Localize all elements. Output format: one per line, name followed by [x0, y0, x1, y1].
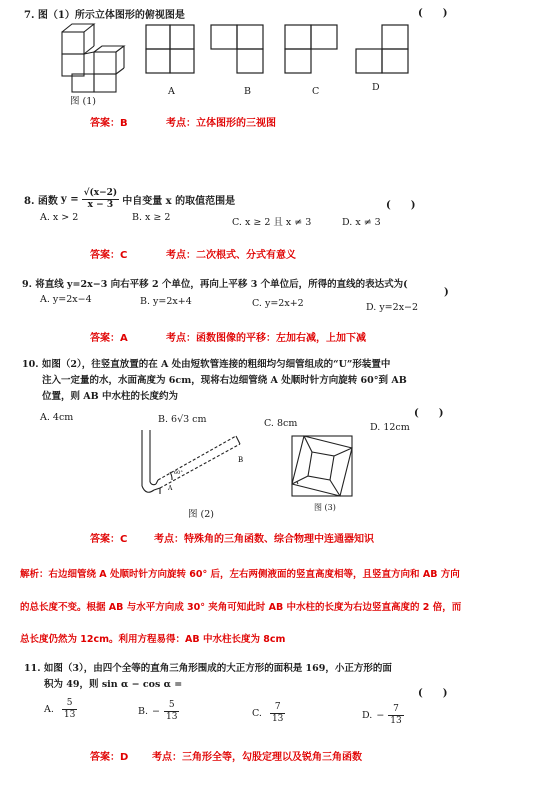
- q10-point: 考点：特殊角的三角函数、综合物理中连通器知识: [154, 534, 374, 545]
- q11-option-a-label: A.: [44, 704, 54, 715]
- q9-option-a: A. y=2x−4: [40, 294, 92, 305]
- q11-option-b: [138, 700, 179, 723]
- q7-option-a-figure: [145, 24, 195, 78]
- q8-option-d: D. x ≠ 3: [342, 217, 381, 228]
- q11-option-c-label: C.: [252, 708, 262, 719]
- q10-fig2-caption: 图 (2): [188, 509, 214, 520]
- q9-stem: 9. 将直线 y=2x−3 向右平移 2 个单位，再向上平移 3 个单位后，所得的直线的表达式为(: [22, 279, 408, 290]
- q11-option-c-den: 13: [271, 714, 284, 724]
- q10-figure-square: [290, 434, 356, 502]
- q9-answer: 答案：A: [90, 333, 128, 344]
- q10-analysis-line2: 的总长度不变。根据 AB 与水平方向成 30° 夹角可知此时 AB 中水柱的长度为右边竖直高度的 2 倍，而: [20, 602, 462, 613]
- q7-option-c-label: C: [312, 86, 320, 97]
- q10-analysis-line1: 解析：右边细管绕 A 处顺时针方向旋转 60° 后，左右两侧液面的竖直高度相等，且竖直方向和 AB 方向: [20, 569, 460, 580]
- q11-option-d-label: D.: [362, 710, 373, 721]
- q10-line2: 注入一定量的水，水面高度为 6cm，现将右边细管绕 A 处顺时针方向旋转 60°到 AB: [42, 375, 407, 386]
- q7-option-b-label: B: [244, 86, 251, 97]
- q11-option-d-num: 7: [388, 704, 403, 716]
- q7-figure-cubes: [58, 22, 128, 94]
- q9-option-d: D. y=2x−2: [366, 302, 419, 313]
- q8-stem-prefix: 8. 函数: [24, 196, 58, 207]
- q10-fig2-label-angle: 60°: [174, 470, 183, 476]
- q8-blank: ( ): [386, 200, 416, 211]
- q11-option-a-den: 13: [63, 710, 76, 720]
- q10-line3: 位置，则 AB 中水柱的长度约为: [42, 391, 179, 402]
- q10-option-c: C. 8cm: [264, 418, 298, 429]
- q9-point: 考点：函数图像的平移：左加右减，上加下减: [166, 333, 366, 344]
- q9-blank: ): [444, 287, 449, 298]
- q8-stem: [24, 188, 235, 211]
- q8-answer: 答案：C: [90, 250, 128, 261]
- q11-option-b-label: B.: [138, 706, 149, 717]
- q7-stem: 7. 图（1）所示立体图形的俯视图是: [24, 10, 185, 21]
- q9-option-b: B. y=2x+4: [140, 296, 192, 307]
- q7-option-c-figure: [284, 24, 340, 78]
- q8-fraction-num: √(x−2): [83, 188, 118, 198]
- q10-figure-u-tube: [130, 428, 270, 504]
- q9-option-c: C. y=2x+2: [252, 298, 304, 309]
- q11-point: 考点：三角形全等，勾股定理以及锐角三角函数: [152, 752, 362, 763]
- q8-fraction-den: x − 3: [87, 200, 114, 210]
- q10-line1: 10. 如图（2），往竖直放置的在 A 处由短软管连接的粗细均匀细管组成的“U”形装置中: [22, 359, 391, 370]
- q10-fig3-caption: 图 (3): [314, 503, 336, 512]
- q10-fig2-label-b: B: [238, 456, 244, 464]
- q8-option-c: C. x ≥ 2 且 x ≠ 3: [232, 217, 312, 228]
- q8-fraction: [82, 188, 120, 211]
- q11-blank: ( ): [418, 688, 448, 699]
- q7-option-d-label: D: [372, 82, 380, 93]
- q7-fig1-caption: 图 (1): [70, 96, 96, 107]
- q7-point: 考点：立体图形的三视图: [166, 118, 276, 129]
- q8-func-lhs: y =: [60, 194, 79, 205]
- q11-option-c-num: 7: [270, 702, 285, 714]
- q8-point: 考点：二次根式、分式有意义: [166, 250, 296, 261]
- q11-option-a-num: 5: [62, 698, 77, 710]
- q10-fig2-label-a: A: [168, 485, 173, 492]
- q7-option-b-figure: [210, 24, 266, 78]
- q8-option-b: B. x ≥ 2: [132, 212, 171, 223]
- q11-option-c: [252, 702, 285, 725]
- q11-option-b-sign: −: [152, 706, 160, 717]
- q11-option-a: [44, 698, 77, 721]
- q7-option-a-label: A: [168, 86, 175, 97]
- q8-stem-suffix: 中自变量 x 的取值范围是: [122, 196, 236, 207]
- q11-option-b-den: 13: [165, 712, 178, 722]
- q10-answer: 答案：C: [90, 534, 128, 545]
- q10-option-d: D. 12cm: [370, 422, 410, 433]
- q11-option-d: [362, 704, 404, 727]
- q10-option-b: B. 6√3 cm: [158, 414, 207, 425]
- q11-option-b-num: 5: [164, 700, 179, 712]
- q7-blank: ( ): [418, 8, 448, 19]
- q11-answer: 答案：D: [90, 752, 129, 763]
- q7-answer: 答案：B: [90, 118, 128, 129]
- q8-option-a: A. x > 2: [40, 212, 79, 223]
- q11-line2: 积为 49，则 sin α − cos α =: [44, 679, 183, 690]
- q7-option-d-figure: [355, 24, 411, 80]
- q10-option-a: A. 4cm: [40, 412, 74, 423]
- q11-option-d-den: 13: [390, 716, 402, 726]
- q10-blank: ( ): [414, 408, 444, 419]
- q10-analysis-line3: 总长度仍然为 12cm。利用方程易得：AB 中水柱长度为 8cm: [20, 634, 286, 645]
- q11-option-d-sign: −: [376, 710, 385, 721]
- q11-line1: 11. 如图（3），由四个全等的直角三角形围成的大正方形的面积是 169，小正方形的面: [24, 663, 392, 674]
